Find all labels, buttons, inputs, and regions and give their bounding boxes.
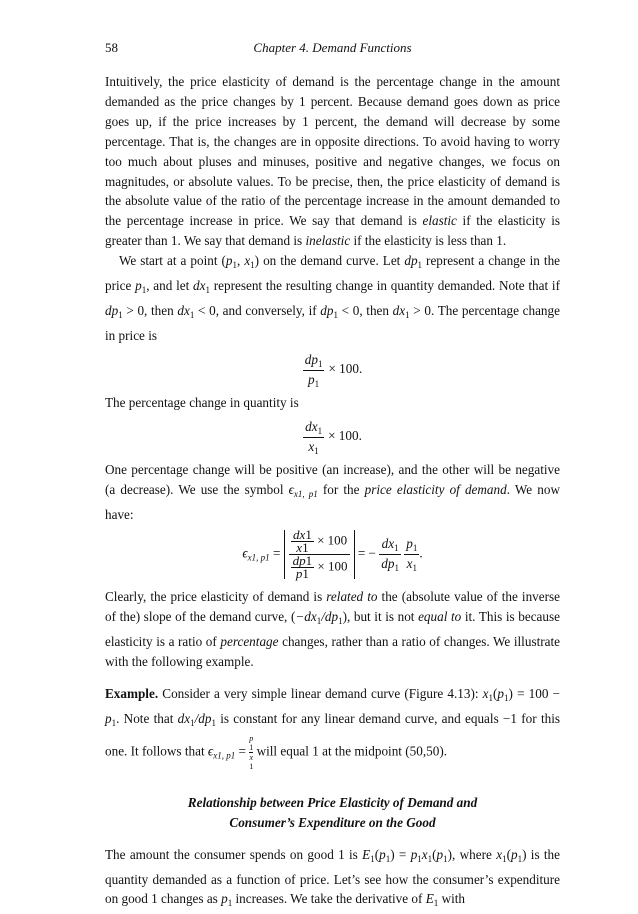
page-number: 58 xyxy=(105,40,118,55)
equation-quantity-change: $\frac{dx_1}{x_1}$ × 100. xyxy=(305,418,362,456)
chapter-title: Chapter 4. Demand Functions xyxy=(253,40,412,55)
page xyxy=(105,40,560,914)
paragraph-elasticity-symbol: One percentage change will be positive (an increase), and the other will be negative (a decrease). We use the symbol $\epsilon_{x1, p1}$ for the price elasticity of demand. We now have: xyxy=(105,461,560,522)
running-head xyxy=(105,40,560,60)
paragraph-example: Example. Consider a very simple linear demand curve (Figure 4.13): $x_1(p_1) = 100 - p_1$. Note that $dx_1/dp_1$ is constant for any linear demand curve, and equals −1 for this one. It follows that $\epsilon_{x1, p1}$ = p 1 x 1 will equal 1 at the midpoint (50,50). xyxy=(105,686,561,771)
paragraph-point-definition: We start at a point ($p_1$, $x_1$) on the demand curve. Let $dp_1$ represent a change in the price $p_1$, and let $dx_1$ represent the resulting change in quantity demanded. Note that if $dp_1 > 0$, then $dx_1 < 0$, and conversely, if $dp_1 < 0$, then $dx_1 > 0$. The percentage change in price is xyxy=(105,253,561,343)
equation-price-change: $\frac{dp_1}{p_1}$ × 100. xyxy=(304,351,363,389)
paragraph-expenditure: The amount the consumer spends on good 1 is $E_1(p_1) = p_1x_1(p_1)$, where $x_1(p_1)$ is the quantity demanded as a function of price. Let’s see how the consumer’s expenditure on good 1 changes as $p_1$ increases. We take the derivative of $E_1$ with xyxy=(105,846,561,909)
equation-elasticity-definition: $\epsilon_{x1, p1}$ = $\frac{dx1}{x1}$ × 100 $\frac{dp1}{p1}$ × 100 = − $\frac{dx_1}{dp_1}$ $\frac{p_1}{x_1}$ . xyxy=(242,527,423,582)
paragraph-quantity-change: The percentage change in quantity is xyxy=(105,394,299,410)
section-heading: Relationship between Price Elasticity of Demand and Consumer’s Expenditure on the Good xyxy=(187,794,478,830)
paragraph-elasticity-intro: Intuitively, the price elasticity of demand is the percentage change in the amount demanded as the price changes by 1 percent. Because demand goes down as price goes up, if the price increases by 1 percent, the demand will decrease by some percentage. That is, the changes are in opposite directions. To avoid having to worry too much about pluses and minuses, positive and negative changes, we focus on magnitudes, or absolute values. To be precise, then, the price elasticity of demand is the absolute value of the ratio of the percentage increase in the amount demanded to the percentage increase in price. We say that demand is elastic if the elasticity is greater than 1. We say that demand is inelastic if the elasticity is less than 1. xyxy=(105,74,560,249)
paragraph-slope-relation: Clearly, the price elasticity of demand is related to the (absolute value of the inverse of the) slope of the demand curve, $(-dx_1/dp_1)$, but it is not equal to it. This is because elasticity is a ratio of percentage changes, rather than a ratio of changes. We illustrate with the following example. xyxy=(105,589,561,670)
